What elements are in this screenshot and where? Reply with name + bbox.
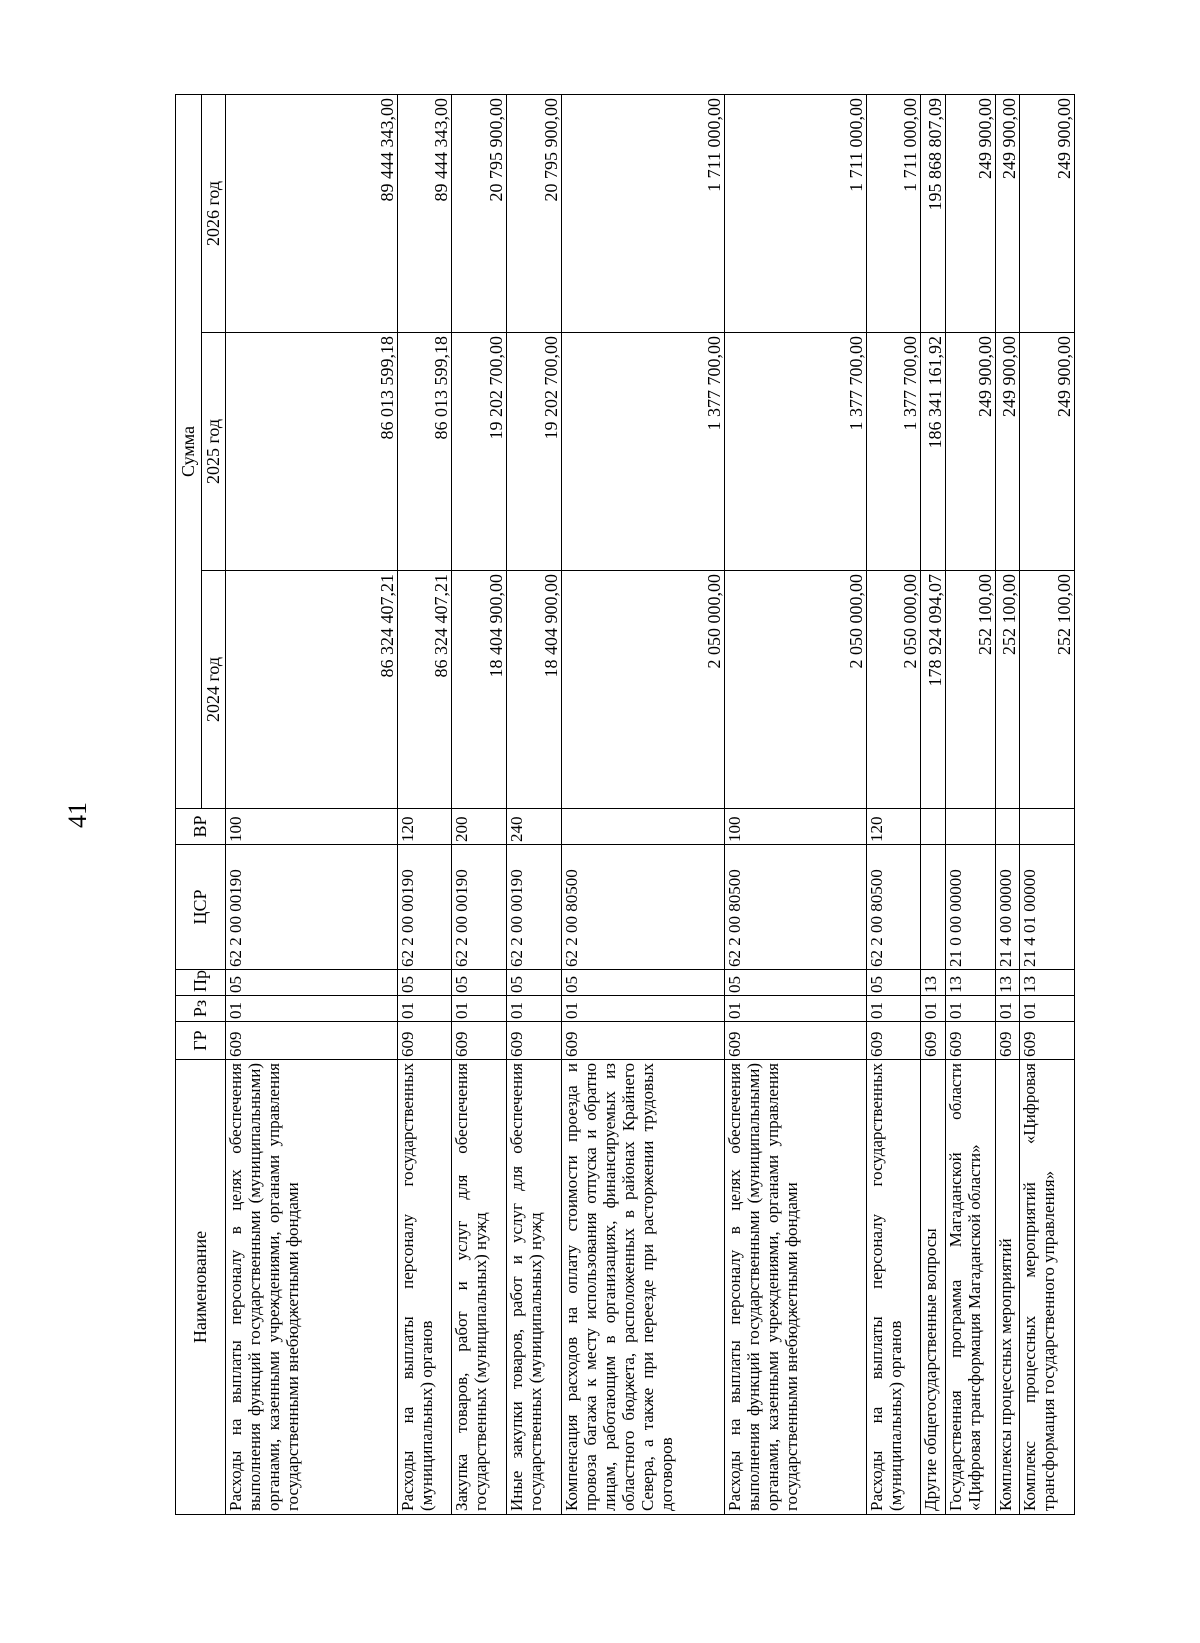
- header-sum: Сумма: [176, 94, 202, 808]
- row-gr: 609: [561, 1022, 725, 1060]
- row-sum-2024: 2 050 000,00: [561, 571, 725, 809]
- header-gr: ГР: [176, 1022, 226, 1060]
- row-csr: 62 2 00 80500: [866, 845, 921, 970]
- row-sum-2025: 19 202 700,00: [452, 333, 507, 571]
- table-row: [945, 94, 996, 1514]
- header-csr: ЦСР: [176, 845, 226, 970]
- row-sum-2024: 2 050 000,00: [725, 571, 867, 809]
- row-vr: 100: [226, 809, 398, 845]
- row-pr: 05: [866, 970, 921, 996]
- row-gr: 609: [945, 1022, 996, 1060]
- header-2025: 2025 год: [202, 333, 226, 571]
- row-name: Закупка товаров, работ и услуг для обеспечения государственных (муниципальных) нужд: [452, 1060, 507, 1515]
- row-name: Комплекс процессных мероприятий «Цифровая трансформация государственного управления»: [1020, 1060, 1075, 1515]
- row-rz: 01: [1020, 996, 1075, 1022]
- row-sum-2026: 1 711 000,00: [725, 94, 867, 332]
- budget-table: [175, 94, 1075, 1515]
- table-body: [226, 94, 1075, 1514]
- row-rz: 01: [866, 996, 921, 1022]
- header-2026: 2026 год: [202, 94, 226, 332]
- row-gr: 609: [506, 1022, 561, 1060]
- row-sum-2025: 186 341 161,92: [921, 333, 945, 571]
- row-sum-2024: 252 100,00: [1020, 571, 1075, 809]
- row-rz: 01: [561, 996, 725, 1022]
- header-rz: Рз: [176, 996, 226, 1022]
- row-gr: 609: [725, 1022, 867, 1060]
- row-vr: 240: [506, 809, 561, 845]
- row-name: Другие общегосударственные вопросы: [921, 1060, 945, 1515]
- row-csr: 62 2 00 00190: [452, 845, 507, 970]
- header-vr: ВР: [176, 809, 226, 845]
- row-sum-2026: 195 868 807,09: [921, 94, 945, 332]
- row-rz: 01: [226, 996, 398, 1022]
- budget-table-container: [175, 95, 1075, 1515]
- row-name: Государственная программа Магаданской области «Цифровая трансформация Магаданской области»: [945, 1060, 996, 1515]
- table-row: [866, 94, 921, 1514]
- row-csr: 21 4 01 00000: [1020, 845, 1075, 970]
- row-sum-2025: 86 013 599,18: [226, 333, 398, 571]
- row-sum-2024: 2 050 000,00: [866, 571, 921, 809]
- row-rz: 01: [452, 996, 507, 1022]
- row-pr: 05: [226, 970, 398, 996]
- table-row: [226, 94, 398, 1514]
- row-sum-2026: 89 444 343,00: [226, 94, 398, 332]
- row-vr: 120: [866, 809, 921, 845]
- header-2024: 2024 год: [202, 571, 226, 809]
- row-vr: [561, 809, 725, 845]
- row-name: Расходы на выплаты персоналу государственных (муниципальных) органов: [397, 1060, 452, 1515]
- row-gr: 609: [921, 1022, 945, 1060]
- row-csr: 62 2 00 00190: [506, 845, 561, 970]
- row-vr: 100: [725, 809, 867, 845]
- row-sum-2024: 18 404 900,00: [452, 571, 507, 809]
- row-sum-2024: 86 324 407,21: [397, 571, 452, 809]
- row-csr: 62 2 00 00190: [397, 845, 452, 970]
- row-name: Расходы на выплаты персоналу государственных (муниципальных) органов: [866, 1060, 921, 1515]
- row-sum-2025: 249 900,00: [945, 333, 996, 571]
- header-pr: Пр: [176, 970, 226, 996]
- row-csr: 21 4 00 00000: [996, 845, 1020, 970]
- row-vr: 200: [452, 809, 507, 845]
- row-sum-2024: 86 324 407,21: [226, 571, 398, 809]
- table-row: [397, 94, 452, 1514]
- row-sum-2024: 178 924 094,07: [921, 571, 945, 809]
- table-row: [921, 94, 945, 1514]
- row-rz: 01: [397, 996, 452, 1022]
- row-sum-2025: 249 900,00: [996, 333, 1020, 571]
- page-number: 41: [63, 802, 92, 828]
- row-name: Расходы на выплаты персоналу в целях обеспечения выполнения функций государственными (муниципальными) органами, казенными учреждениями, органами управления государственными внебюджетными фондами: [226, 1060, 398, 1515]
- row-pr: 05: [397, 970, 452, 996]
- row-vr: 120: [397, 809, 452, 845]
- row-rz: 01: [725, 996, 867, 1022]
- table-row: [452, 94, 507, 1514]
- row-sum-2026: 249 900,00: [996, 94, 1020, 332]
- row-csr: 62 2 00 80500: [725, 845, 867, 970]
- row-pr: 05: [725, 970, 867, 996]
- row-rz: 01: [506, 996, 561, 1022]
- row-gr: 609: [996, 1022, 1020, 1060]
- row-rz: 01: [945, 996, 996, 1022]
- table-row: [561, 94, 725, 1514]
- table-row: [996, 94, 1020, 1514]
- row-name: Расходы на выплаты персоналу в целях обеспечения выполнения функций государственными (муниципальными) органами, казенными учреждениями, органами управления государственными внебюджетными фондами: [725, 1060, 867, 1515]
- table-row: [506, 94, 561, 1514]
- row-sum-2024: 252 100,00: [945, 571, 996, 809]
- row-csr: 21 0 00 00000: [945, 845, 996, 970]
- row-sum-2026: 89 444 343,00: [397, 94, 452, 332]
- row-sum-2026: 249 900,00: [945, 94, 996, 332]
- row-pr: 05: [561, 970, 725, 996]
- row-sum-2025: 249 900,00: [1020, 333, 1075, 571]
- row-name: Компенсация расходов на оплату стоимости проезда и провоза багажа к месту использования отпуска и обратно лицам, работающим в организациях, финансируемых из областного бюджета, расположенных в районах Крайнего Севера, а также при переезде при расторжении трудовых договоров: [561, 1060, 725, 1515]
- row-pr: 05: [452, 970, 507, 996]
- row-sum-2025: 1 377 700,00: [725, 333, 867, 571]
- row-csr: 62 2 00 80500: [561, 845, 725, 970]
- row-sum-2026: 249 900,00: [1020, 94, 1075, 332]
- row-pr: 05: [506, 970, 561, 996]
- row-pr: 13: [996, 970, 1020, 996]
- row-sum-2026: 1 711 000,00: [866, 94, 921, 332]
- row-csr: [921, 845, 945, 970]
- row-vr: [996, 809, 1020, 845]
- row-gr: 609: [1020, 1022, 1075, 1060]
- row-sum-2025: 1 377 700,00: [866, 333, 921, 571]
- row-csr: 62 2 00 00190: [226, 845, 398, 970]
- row-name: Иные закупки товаров, работ и услуг для обеспечения государственных (муниципальных) нужд: [506, 1060, 561, 1515]
- row-pr: 13: [1020, 970, 1075, 996]
- row-name: Комплексы процессных мероприятий: [996, 1060, 1020, 1515]
- row-sum-2024: 18 404 900,00: [506, 571, 561, 809]
- row-gr: 609: [226, 1022, 398, 1060]
- row-sum-2025: 19 202 700,00: [506, 333, 561, 571]
- row-gr: 609: [452, 1022, 507, 1060]
- row-vr: [945, 809, 996, 845]
- row-rz: 01: [996, 996, 1020, 1022]
- row-sum-2024: 252 100,00: [996, 571, 1020, 809]
- table-row: [1020, 94, 1075, 1514]
- row-sum-2026: 20 795 900,00: [452, 94, 507, 332]
- row-vr: [1020, 809, 1075, 845]
- row-gr: 609: [866, 1022, 921, 1060]
- table-row: [725, 94, 867, 1514]
- row-pr: 13: [921, 970, 945, 996]
- row-gr: 609: [397, 1022, 452, 1060]
- row-sum-2025: 1 377 700,00: [561, 333, 725, 571]
- header-name: Наименование: [176, 1060, 226, 1515]
- row-pr: 13: [945, 970, 996, 996]
- row-sum-2026: 20 795 900,00: [506, 94, 561, 332]
- row-sum-2025: 86 013 599,18: [397, 333, 452, 571]
- row-sum-2026: 1 711 000,00: [561, 94, 725, 332]
- row-rz: 01: [921, 996, 945, 1022]
- table-header: [176, 94, 226, 1514]
- row-vr: [921, 809, 945, 845]
